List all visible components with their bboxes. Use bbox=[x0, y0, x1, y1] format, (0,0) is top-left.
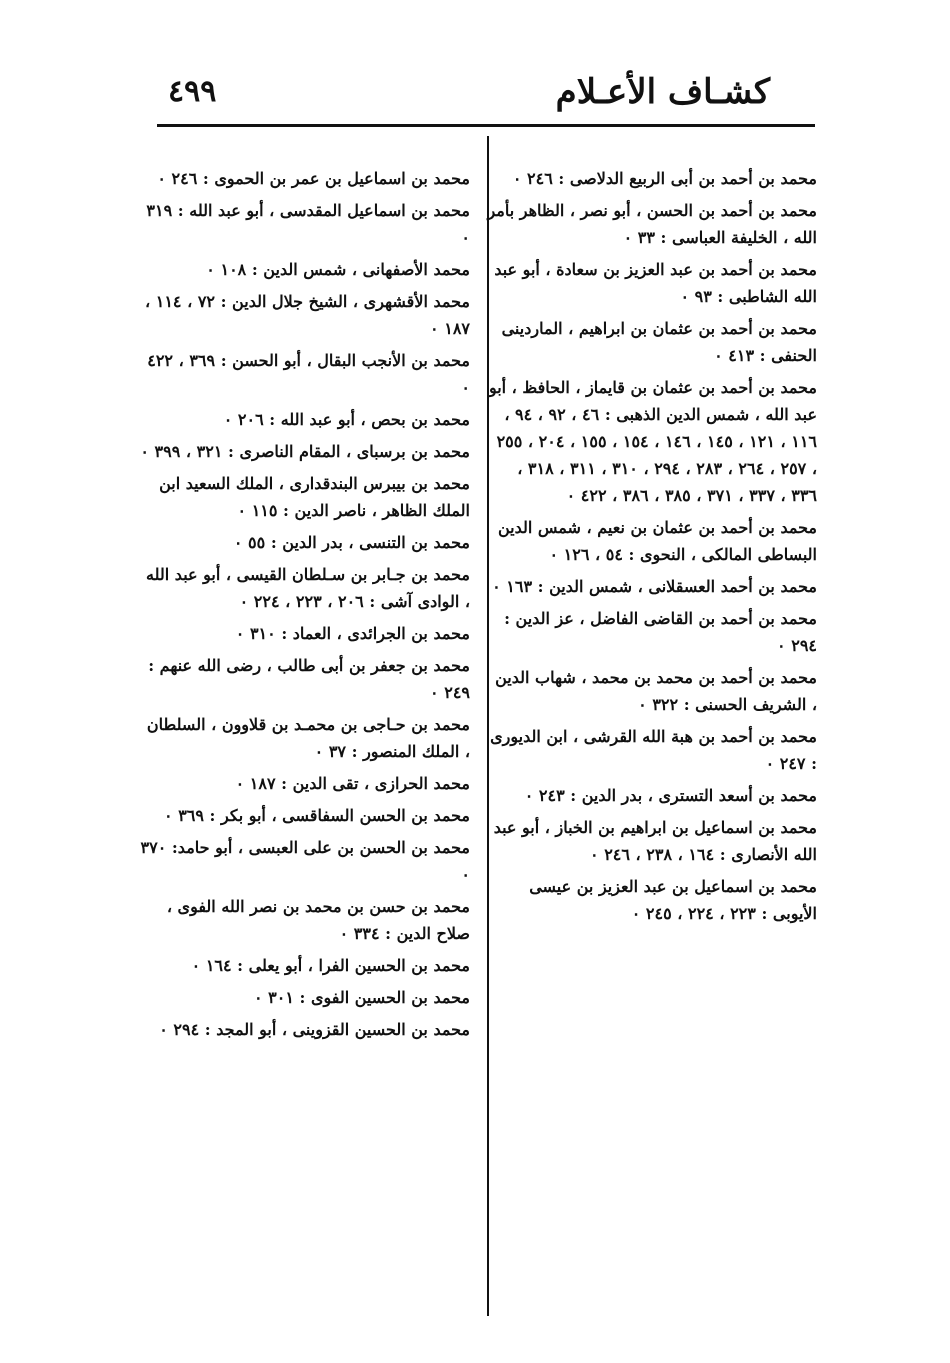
index-entry bbox=[140, 770, 470, 797]
entry-name: محمد بن الأنجب البقال ، أبو الحسن : bbox=[220, 351, 470, 370]
entry-name: محمد بن الحسن بن على العبسى ، أبو حامد: bbox=[171, 838, 470, 857]
entry-name: محمد بن الحسين القزوينى ، أبو المجد : bbox=[204, 1020, 470, 1039]
entry-name: محمد الحرازى ، تقى الدين : bbox=[281, 774, 470, 793]
entry-pages: ٩٣ ٠ bbox=[680, 287, 712, 306]
entry-pages: ١٦٤ ، ٢٣٨ ، ٢٤٦ ٠ bbox=[590, 845, 715, 864]
entry-pages: ١٦٣ ٠ bbox=[492, 577, 533, 596]
entry-name: محمد بن أحمد بن هبة الله القرشى ، ابن الديورى : bbox=[490, 727, 817, 773]
entry-name: محمد بن بحص ، أبو عبد الله : bbox=[269, 410, 470, 429]
entry-pages: ٣٦٩ ٠ bbox=[164, 806, 204, 825]
entry-pages: ٣٧ ٠ bbox=[314, 742, 347, 761]
index-entry bbox=[487, 605, 817, 659]
index-entry bbox=[487, 165, 817, 192]
entry-pages: ٢٩٤ ٠ bbox=[777, 636, 817, 655]
header-rule bbox=[157, 124, 815, 127]
entry-pages: ١٠٨ ٠ bbox=[206, 260, 247, 279]
entry-pages: ٣٣٤ ٠ bbox=[339, 924, 380, 943]
entry-name: محمد بن أحمد بن محمد بن محمد ، شهاب الدين ، الشريف الحسنى : bbox=[495, 668, 817, 714]
index-entry bbox=[487, 814, 817, 868]
entry-name: محمد الأصفهانى ، شمس الدين : bbox=[251, 260, 470, 279]
entry-name: محمد بن حـاجى بن محمـد بن قلاوون ، السلطان ، الملك المنصور : bbox=[146, 715, 470, 761]
entry-pages: ١٨٧ ٠ bbox=[235, 774, 276, 793]
page-title: كشـاف الأعـلام bbox=[555, 72, 770, 112]
index-entry bbox=[140, 256, 470, 283]
entry-pages: ٧٢ ، ١١٤ ، ١٨٧ ٠ bbox=[144, 292, 470, 338]
entry-pages: ٣٦٩ ، ٤٢٢ ٠ bbox=[147, 351, 470, 397]
index-entry bbox=[140, 984, 470, 1011]
index-entry bbox=[487, 256, 817, 310]
entry-name: محمد بن أحمد بن أبى الربيع الدلاصى : bbox=[558, 169, 817, 188]
index-entry bbox=[487, 374, 817, 509]
index-entry bbox=[140, 893, 470, 947]
entry-pages: ٣١٩ ٠ bbox=[146, 201, 470, 247]
entry-name: محمد بن الحسين الفرا ، أبو يعلى : bbox=[237, 956, 470, 975]
index-entry bbox=[487, 782, 817, 809]
index-entry bbox=[487, 664, 817, 718]
entry-name: محمد بن أحمد بن الحسن ، أبو نصر ، الظاهر بأمر الله ، الخليفة العباسى : bbox=[487, 201, 817, 247]
index-entry bbox=[487, 873, 817, 927]
entry-pages: ٢٢٣ ، ٢٢٤ ، ٢٤٥ ٠ bbox=[631, 904, 756, 923]
entry-name: محمد بن جعفر بن أبى طالب ، رضى الله عنهم : bbox=[148, 656, 470, 675]
index-entry bbox=[140, 529, 470, 556]
entry-pages: ٣٣ ٠ bbox=[623, 228, 655, 247]
entry-pages: ٢٩٤ ٠ bbox=[159, 1020, 200, 1039]
entry-pages: ٢٤٩ ٠ bbox=[430, 683, 470, 702]
entry-name: محمد بن الحسن السفاقسى ، أبو بكر : bbox=[209, 806, 470, 825]
entry-pages: ٣٢٢ ٠ bbox=[638, 695, 679, 714]
entry-pages: ٢٠٦ ٠ bbox=[223, 410, 264, 429]
index-entry bbox=[140, 952, 470, 979]
entry-name: محمد بن بيبرس البندقدارى ، الملك السعيد ابن الملك الظاهر ، ناصر الدين : bbox=[159, 474, 470, 520]
entry-pages: ٢٠٦ ، ٢٢٣ ، ٢٢٤ ٠ bbox=[239, 592, 364, 611]
index-entry bbox=[140, 165, 470, 192]
entry-name: محمد بن أحمد بن عثمان بن نعيم ، شمس الدين البساطى المالكى ، النحوى : bbox=[497, 518, 817, 564]
index-entry bbox=[487, 514, 817, 568]
entry-name: محمد بن أحمد بن عثمان بن قايماز ، الحافظ ، أبو عبد الله ، شمس الدين الذهبى : bbox=[488, 378, 817, 424]
index-entry bbox=[140, 470, 470, 524]
index-entry bbox=[140, 834, 470, 888]
index-entry bbox=[487, 573, 817, 600]
entry-name: محمد بن أحمد بن عبد العزيز بن سعادة ، أبو عبد الله الشاطبى : bbox=[494, 260, 817, 306]
index-entry bbox=[140, 802, 470, 829]
entry-pages: ١١٥ ٠ bbox=[237, 501, 278, 520]
left-column bbox=[140, 165, 470, 1048]
entry-name: محمد الأقشهرى ، الشيخ جلال الدين : bbox=[220, 292, 470, 311]
entry-name: محمد بن التنسى ، بدر الدين : bbox=[270, 533, 470, 552]
entry-name: محمد بن جـابر بن سـلطان القيسى ، أبو عبد الله ، الوادى آشى : bbox=[146, 565, 470, 611]
page-number: ٤٩٩ bbox=[168, 74, 217, 109]
entry-name: محمد بن اسماعيل المقدسى ، أبو عبد الله : bbox=[177, 201, 470, 220]
index-entry bbox=[140, 197, 470, 251]
entry-pages: ٣٧٠ ٠ bbox=[140, 838, 470, 884]
entry-name: محمد بن برسباى ، المقام الناصرى : bbox=[228, 442, 470, 461]
entry-pages: ٤١٣ ٠ bbox=[714, 346, 755, 365]
index-entry bbox=[140, 288, 470, 342]
page-header bbox=[150, 72, 830, 122]
entry-name: محمد بن اسماعيل بن عبد العزيز بن عيسى الأيوبى : bbox=[529, 877, 817, 923]
index-entry bbox=[140, 406, 470, 433]
entry-pages: ٣١٠ ٠ bbox=[235, 624, 276, 643]
entry-name: محمد بن اسماعيل بن عمر بن الحموى : bbox=[202, 169, 470, 188]
entry-name: محمد بن أحمد بن القاضى الفاضل ، عز الدين : bbox=[504, 609, 817, 628]
index-entry bbox=[140, 1016, 470, 1043]
entry-pages: ٢٤٣ ٠ bbox=[524, 786, 565, 805]
entry-name: محمد بن أحمد العسقلانى ، شمس الدين : bbox=[537, 577, 817, 596]
entry-pages: ٥٤ ، ١٢٦ ٠ bbox=[549, 545, 623, 564]
right-column bbox=[487, 165, 817, 932]
entry-name: محمد بن اسماعيل بن ابراهيم بن الخباز ، أبو عبد الله الأنصارى : bbox=[493, 818, 817, 864]
entry-pages: ٢٤٧ ٠ bbox=[765, 754, 806, 773]
index-entry bbox=[140, 561, 470, 615]
index-entry bbox=[140, 620, 470, 647]
index-entry bbox=[140, 347, 470, 401]
entry-name: محمد بن أحمد بن عثمان بن ابراهيم ، الماردينى الحنفى : bbox=[501, 319, 817, 365]
entry-pages: ٢٤٦ ٠ bbox=[512, 169, 553, 188]
index-entry bbox=[487, 197, 817, 251]
entry-pages: ٣٠١ ٠ bbox=[253, 988, 294, 1007]
index-entry bbox=[487, 315, 817, 369]
entry-name: محمد بن أسعد التسترى ، بدر الدين : bbox=[570, 786, 817, 805]
index-entry bbox=[487, 723, 817, 777]
entry-name: محمد بن الجرائدى ، العماد : bbox=[281, 624, 470, 643]
entry-pages: ١٦٤ ٠ bbox=[191, 956, 232, 975]
entry-pages: ٣٢١ ، ٣٩٩ ٠ bbox=[140, 442, 223, 461]
entry-name: محمد بن الحسين الفوى : bbox=[299, 988, 470, 1007]
entry-name: محمد بن حسن بن محمد بن نصر الله الفوى ، صلاح الدين : bbox=[166, 897, 470, 943]
entry-pages: ٢٤٦ ٠ bbox=[157, 169, 198, 188]
entry-pages: ٥٥ ٠ bbox=[233, 533, 266, 552]
entry-pages: ٤٦ ، ٩٢ ، ٩٤ ، ١١٦ ، ١٢١ ، ١٤٥ ، ١٤٦ ، ١٥٤ ، ١٥٥ ، ٢٠٤ ، ٢٥٥ ، ٢٥٧ ، ٢٦٤ ، ٢٨٣ ، ٢٩٤ ، ٣١٠ ، ٣١١ ، ٣١٨ ، ٣٣٦ ، ٣٣٧ ، ٣٧١ ، ٣٨٥ ، ٣٨٦ ، ٤٢٢ ٠ bbox=[496, 405, 817, 505]
index-entry bbox=[140, 711, 470, 765]
index-entry bbox=[140, 438, 470, 465]
index-entry bbox=[140, 652, 470, 706]
